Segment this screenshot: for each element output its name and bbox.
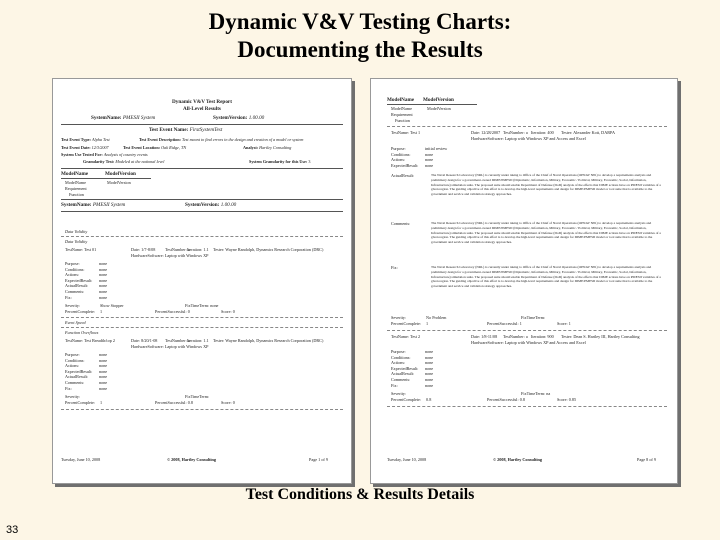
actual-result-label: ActualResult:: [391, 173, 415, 178]
percent-complete-value: 1: [100, 400, 103, 405]
percent-successful-row: [487, 321, 522, 327]
field-value: none: [99, 288, 108, 294]
test-row-2-test-number: TestNumber: a: [165, 338, 190, 343]
field-row: [391, 163, 661, 169]
field-label: Conditions:: [391, 354, 411, 360]
system-version-value: 1.00.00: [220, 202, 237, 208]
score-value: 0.85: [568, 397, 577, 402]
test-event-location-label: Test Event Location:: [123, 145, 161, 150]
model-version-value: ModelVersion: [107, 180, 131, 185]
fix-time-label: FixTimeTerm:: [185, 394, 210, 399]
system-version-label: SystemVersion:: [185, 202, 220, 208]
field-label: Comments:: [391, 376, 411, 382]
test-event-date-value: 12/3/2007: [91, 145, 109, 150]
field-value: none: [425, 360, 434, 366]
hardware-row: [131, 344, 208, 350]
test-event-location-value: Oak Ridge, TN: [161, 145, 187, 150]
hardware-row: [471, 340, 586, 346]
field-value: none: [425, 151, 434, 157]
model-version-value: ModelVersion: [427, 106, 451, 111]
hardware-label: HardwareSoftware:: [131, 253, 164, 258]
comments-text: The Naval Research Laboratory (NRL) is currently under taking to Office of the Chief of Naval Operations (OPNAV N81) to develop a requirements analysis and preliminary design for a government-owned DIME/PMESII (Diplomatic, Information, Military, Economic / Political, Military, Economic, Social, Information, Infrastructure) simulation suite. The proposed suite should enable Department of Defense (DoD) analysis of the effects that DIME actions have on PMESII variables of a given region. The guiding objective of this effort is to develop the high-level requirements and design for DIME/PMESII model or tool suite that is available to the government and service and validation strategy approaches.: [431, 221, 661, 245]
field-value: none: [99, 374, 108, 380]
hardware-label: HardwareSoftware:: [471, 340, 504, 345]
percent-complete-value: 1: [426, 321, 429, 326]
hardware-label: HardwareSoftware:: [131, 344, 164, 349]
system-version-value: 1.00.00: [248, 115, 265, 121]
severity-value: No Problem: [426, 315, 447, 320]
system-name-label: SystemName:: [61, 202, 92, 208]
test-row-1-iteration: Iteration: 400: [531, 130, 554, 135]
hardware-row: [131, 253, 208, 259]
test-row-1-tester: Tester: Alexander Kott, DARPA: [561, 130, 615, 135]
analyst-label: Analyst:: [243, 145, 259, 150]
dashed-divider: [61, 236, 343, 237]
field-value: none: [425, 157, 434, 163]
system-name-value: PMESII System: [122, 115, 156, 121]
field-label: ExpectedResult:: [391, 162, 419, 168]
test-row-1-test-number: TestNumber: a: [165, 247, 190, 252]
comments-label: Comments:: [391, 221, 411, 226]
test-row-2-date: Date: 1/8-11/08: [471, 334, 498, 339]
section-label: Data Validity: [65, 229, 88, 234]
field-value: none: [99, 272, 108, 278]
system-name-row-2: [61, 202, 125, 209]
divider: [61, 178, 151, 179]
model-name-item: ModelName: [65, 180, 86, 185]
percent-complete-label: PercentComplete:: [65, 309, 96, 314]
footer-copyright: © 2008, Hartley Consulting: [167, 457, 216, 462]
field-value: none: [99, 266, 108, 272]
footer-date: Tuesday, June 10, 2008: [61, 457, 101, 462]
analyst-row: [243, 145, 291, 151]
test-row-1-date: Date: 12/28/2007: [471, 130, 501, 135]
field-value: none: [99, 283, 108, 289]
score-value: 0: [232, 309, 235, 314]
divider: [61, 199, 343, 200]
percent-complete-row: [391, 321, 428, 327]
model-name-item: Function: [69, 192, 84, 197]
system-version-row: [213, 115, 264, 122]
field-value: none: [99, 261, 108, 266]
test-row-1-test-number: TestNumber: a: [503, 130, 528, 135]
field-value: none: [99, 363, 108, 369]
divider: [61, 124, 343, 125]
percent-complete-value: 0.8: [426, 397, 432, 402]
score-label: Score:: [557, 397, 568, 402]
model-version-header: ModelVersion: [105, 171, 136, 177]
field-value: none: [425, 376, 434, 382]
field-label: ActualResult:: [391, 371, 415, 377]
field-label: Fix:: [65, 385, 72, 391]
system-granularity-row: [249, 159, 310, 165]
severity-row: [391, 391, 425, 397]
field-label: Purpose:: [65, 261, 80, 266]
test-row-2-tester: Tester: Dean S. Hartley III, Hartley Consulting: [561, 334, 640, 339]
system-use-label: System Use Tested For:: [61, 152, 103, 157]
score-row: [557, 397, 576, 403]
severity-label: Severity:: [391, 315, 407, 320]
fix-time-value: na: [546, 391, 551, 396]
percent-complete-label: PercentComplete:: [391, 321, 422, 326]
field-label: Conditions:: [391, 151, 411, 157]
model-name-header: ModelName: [387, 97, 415, 103]
footer-page: Page 8 of 9: [637, 457, 656, 462]
hardware-value: Laptop with Windows XP and Access and Excel: [504, 136, 586, 141]
test-row-2-name: TestName: Test Breadth/top 2: [65, 338, 115, 343]
percent-complete-value: 1: [100, 309, 103, 314]
section-label: Data Validity: [65, 239, 88, 244]
field-label: Comments:: [65, 379, 85, 385]
test-event-desc-row: [139, 137, 303, 143]
field-label: Purpose:: [65, 352, 80, 357]
percent-successful-value: 0.8: [187, 400, 193, 405]
field-label: Purpose:: [391, 349, 406, 354]
report-subtitle: All-Level Results: [183, 106, 221, 112]
fix-time-label: FixTimeTerm:: [521, 315, 546, 320]
dashed-divider: [61, 327, 343, 328]
hardware-value: Laptop with Windows XP: [164, 344, 209, 349]
field-value: none: [99, 277, 108, 283]
fix-time-row: [521, 391, 550, 397]
score-value: 0: [232, 400, 235, 405]
fix-label: Fix:: [391, 265, 398, 270]
score-row: [221, 400, 235, 406]
granularity-value: Modeled at the national level: [115, 159, 165, 164]
fix-time-value: none: [210, 303, 219, 308]
test-row-2-name: TestName: Test 2: [391, 334, 421, 339]
test-event-value: FirstSystemTest: [189, 127, 223, 133]
field-label: ActualResult:: [65, 374, 89, 380]
field-label: ActualResult:: [65, 283, 89, 289]
score-row: [221, 309, 235, 315]
field-label: ExpectedResult:: [65, 368, 93, 374]
severity-label: Severity:: [65, 394, 81, 399]
system-name-row: [91, 115, 155, 122]
percent-complete-label: PercentComplete:: [65, 400, 96, 405]
model-name-header: ModelName: [61, 171, 89, 177]
report-page-right: [370, 78, 678, 484]
field-row: [391, 383, 511, 389]
test-event-location-row: [123, 145, 186, 151]
section-label: Function Overflows: [65, 330, 99, 335]
field-value: initial review: [425, 146, 448, 151]
percent-successful-label: PercentSuccessful:: [487, 321, 519, 326]
divider: [387, 104, 477, 105]
score-row: [557, 321, 571, 327]
field-label: Conditions:: [65, 357, 85, 363]
field-label: Fix:: [391, 382, 398, 388]
percent-complete-label: PercentComplete:: [391, 397, 422, 402]
analyst-value: Hartley Consulting: [259, 145, 292, 150]
field-label: Actions:: [391, 360, 406, 366]
field-row: [65, 295, 155, 301]
test-row-1-name: TestName: Test 1: [391, 130, 421, 135]
test-row-2-iteration: Iteration: 900: [531, 334, 554, 339]
granularity-label: Granularity Test:: [83, 159, 115, 164]
dashed-divider: [61, 317, 343, 318]
slide-number: 33: [6, 524, 19, 536]
test-row-1-iteration: Iteration: 1.1: [187, 247, 209, 252]
percent-successful-label: PercentSuccessful:: [487, 397, 519, 402]
test-row-2-date: Date: 8/20/1-08: [131, 338, 158, 343]
score-label: Score:: [557, 321, 568, 326]
percent-successful-value: 1: [519, 321, 522, 326]
fix-time-row: [185, 303, 218, 309]
divider: [61, 168, 343, 169]
severity-row: [65, 394, 99, 400]
field-list-1: [65, 261, 155, 300]
test-event-label: Test Event Name:: [149, 127, 189, 133]
fix-time-row: [185, 394, 209, 400]
field-label: Actions:: [65, 272, 80, 278]
system-granularity-value: 3: [308, 159, 311, 164]
severity-value: Show Stopper: [100, 303, 124, 308]
model-name-item: Function: [395, 118, 410, 123]
field-value: none: [99, 294, 108, 300]
model-name-item: ModelName: [391, 106, 412, 111]
field-value: none: [99, 379, 108, 385]
footer-copyright: © 2008, Hartley Consulting: [493, 457, 542, 462]
field-label: Fix:: [65, 294, 72, 300]
hardware-value: Laptop with Windows XP and Access and Excel: [504, 340, 586, 345]
test-row-2-test-number: TestNumber: a: [503, 334, 528, 339]
percent-successful-value: 0.8: [519, 397, 525, 402]
dashed-divider: [387, 126, 667, 127]
field-value: none: [425, 354, 434, 360]
field-value: none: [425, 382, 434, 388]
field-value: none: [99, 352, 108, 357]
divider: [61, 211, 343, 212]
fix-time-label: FixTimeTerm:: [185, 303, 210, 308]
percent-complete-row: [65, 400, 102, 406]
hardware-value: Laptop with Windows XP: [164, 253, 209, 258]
percent-successful-value: 0: [187, 309, 190, 314]
test-event-desc-value: Test meant to find errors in the design and creation of a model or system: [182, 137, 304, 142]
test-event-type-value: Alpha Test: [91, 137, 110, 142]
model-name-item: Requirement: [391, 112, 413, 117]
test-row-2-iteration: Iteration: 1.1: [187, 338, 209, 343]
test-event-type-row: [61, 137, 110, 143]
test-event-date-label: Test Event Date:: [61, 145, 91, 150]
report-page-left: [52, 78, 352, 484]
severity-label: Severity:: [65, 303, 81, 308]
field-value: none: [425, 162, 434, 168]
field-label: Conditions:: [65, 266, 85, 272]
field-label: ExpectedResult:: [391, 365, 419, 371]
field-value: none: [425, 371, 434, 377]
system-version-label: SystemVersion:: [213, 115, 248, 121]
test-event-date-row: [61, 145, 109, 151]
field-label: ExpectedResult:: [65, 277, 93, 283]
test-row-2-tester: Tester: Wayne Randolph, Dynamics Research Corporation (DRC): [213, 338, 324, 343]
dashed-divider: [61, 409, 343, 410]
system-granularity-label: System Granularity for this Use:: [249, 159, 308, 164]
actual-result-text: The Naval Research Laboratory (NRL) is currently under taking to Office of the Chief of Naval Operations (OPNAV N81) to develop a requirements analysis and preliminary design for a government-owned DIME/PMESII (Diplomatic, Information, Military, Economic / Political, Military, Economic, Social, Information, Infrastructure) simulation suite. The proposed suite should enable Department of Defense (DoD) analysis of the effects that DIME actions have on PMESII variables of a given region. The guiding objective of this effort is to develop the high-level requirements and design for DIME/PMESII model or tool suite that is available to the government and service and validation strategy approaches.: [431, 173, 661, 197]
system-use-value: Analysis of country events: [103, 152, 148, 157]
slide-title-line-2: Documenting the Results: [237, 37, 483, 62]
percent-successful-row: [155, 309, 190, 315]
system-use-row: [61, 152, 148, 158]
score-value: 1: [568, 321, 571, 326]
dashed-divider: [387, 406, 667, 407]
field-label: Actions:: [391, 157, 406, 163]
hardware-label: HardwareSoftware:: [471, 136, 504, 141]
severity-row: [65, 303, 124, 309]
field-list-2: [391, 349, 511, 388]
fix-time-row: [521, 315, 545, 321]
field-list-1: [391, 146, 661, 168]
field-label: Actions:: [65, 363, 80, 369]
field-value: none: [99, 368, 108, 374]
fix-text: The Naval Research Laboratory (NRL) is currently under taking to Office of the Chief of Naval Operations (OPNAV N81) to develop a requirements analysis and preliminary design for a government-owned DIME/PMESII (Diplomatic, Information, Military, Economic / Political, Military, Economic, Social, Information, Infrastructure) simulation suite. The proposed suite should enable Department of Defense (DoD) analysis of the effects that DIME actions have on PMESII variables of a given region. The guiding objective of this effort is to develop the high-level requirements and design for DIME/PMESII model or tool suite that is available to the government and service and validation strategy approaches.: [431, 265, 661, 289]
section-label: Event Speed: [65, 320, 86, 325]
field-value: none: [99, 357, 108, 363]
field-value: none: [425, 365, 434, 371]
test-row-1-name: TestName: Test 01: [65, 247, 97, 252]
system-name-value: PMESII System: [92, 202, 126, 208]
field-label: Comments:: [65, 288, 85, 294]
system-version-row-2: [185, 202, 236, 209]
footer-page: Page 1 of 9: [309, 457, 328, 462]
severity-label: Severity:: [391, 391, 407, 396]
field-label: Purpose:: [391, 146, 406, 151]
score-label: Score:: [221, 309, 232, 314]
footer-date: Tuesday, June 10, 2008: [387, 457, 427, 462]
fix-time-label: FixTimeTerm:: [521, 391, 546, 396]
field-value: none: [425, 349, 434, 354]
score-label: Score:: [221, 400, 232, 405]
model-name-item: Requirement: [65, 186, 87, 191]
field-value: none: [99, 385, 108, 391]
test-event-row: [149, 127, 222, 134]
test-row-1-date: Date: 1/7-8/08: [131, 247, 156, 252]
percent-successful-label: PercentSuccessful:: [155, 309, 187, 314]
report-title: Dynamic V&V Test Report: [172, 99, 232, 105]
test-event-type-label: Test Event Type:: [61, 137, 91, 142]
slide-title-line-1: Dynamic V&V Testing Charts:: [208, 9, 512, 34]
percent-successful-label: PercentSuccessful:: [155, 400, 187, 405]
model-version-header: ModelVersion: [423, 97, 454, 103]
percent-successful-row: [155, 400, 193, 406]
percent-complete-row: [65, 309, 102, 315]
field-list-2: [65, 352, 155, 391]
percent-successful-row: [487, 397, 525, 403]
field-row: [65, 386, 155, 392]
severity-row: [391, 315, 446, 321]
test-event-desc-label: Test Event Description:: [139, 137, 181, 142]
dashed-divider: [387, 330, 667, 331]
percent-complete-row: [391, 397, 431, 403]
hardware-row: [471, 136, 586, 142]
granularity-row: [83, 159, 164, 165]
slide-title: [0, 8, 720, 64]
system-name-label: SystemName:: [91, 115, 122, 121]
test-row-1-tester: Tester: Wayne Randolph, Dynamics Research Corporation (DRC): [213, 247, 324, 252]
slide-caption: Test Conditions & Results Details: [245, 486, 475, 503]
